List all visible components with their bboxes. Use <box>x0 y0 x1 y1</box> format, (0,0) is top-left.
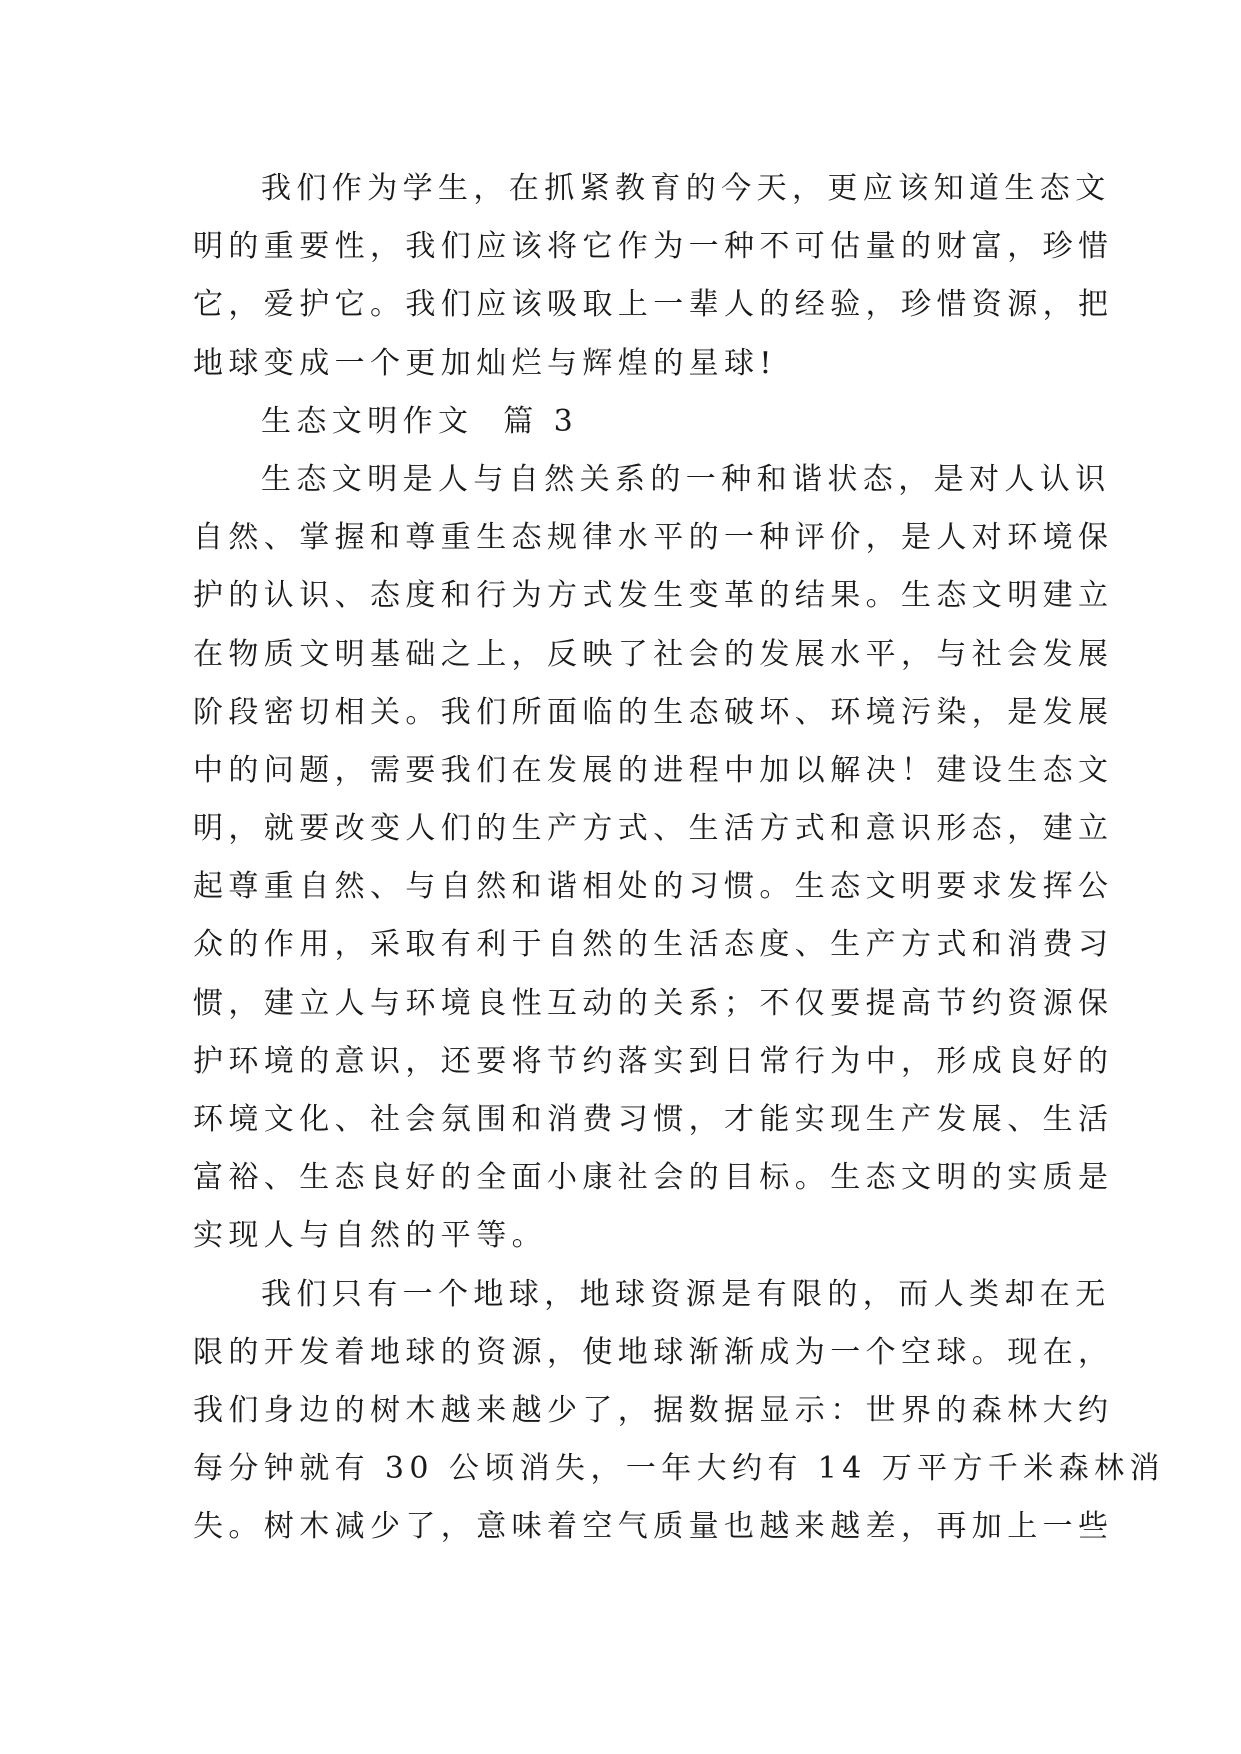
paragraph-line: 每分钟就有 30 公顷消失，一年大约有 14 万平方千米森林消 <box>193 1451 1165 1487</box>
paragraph-line: 地球变成一个更加灿烂与辉煌的星球! <box>193 345 777 381</box>
paragraph-line: 生态文明是人与自然关系的一种和谐状态，是对人认识 <box>261 461 1111 497</box>
paragraph-line: 中的问题，需要我们在发展的进程中加以解决！建设生态文 <box>193 752 1114 788</box>
document-body <box>193 160 1165 1557</box>
paragraph-line: 我们作为学生，在抓紧教育的今天，更应该知道生态文 <box>261 171 1111 206</box>
paragraph-line: 限的开发着地球的资源，使地球渐渐成为一个空球。现在， <box>193 1334 1114 1370</box>
paragraph-line: 惯，建立人与环境良性互动的关系；不仅要提高节约资源保 <box>193 985 1114 1021</box>
paragraph-line: 实现人与自然的平等。 <box>193 1218 547 1254</box>
paragraph-line: 环境文化、社会氛围和消费习惯，才能实现生产发展、生活 <box>193 1102 1114 1137</box>
paragraph-line: 护的认识、态度和行为方式发生变革的结果。生态文明建立 <box>193 578 1114 614</box>
section-heading: 生态文明作文 篇 3 <box>261 403 579 439</box>
paragraph-line: 它，爱护它。我们应该吸取上一辈人的经验，珍惜资源，把 <box>193 287 1114 323</box>
paragraph-line: 自然、掌握和尊重生态规律水平的一种评价，是人对环境保 <box>193 520 1114 556</box>
paragraph-line: 明，就要改变人们的生产方式、生活方式和意识形态，建立 <box>193 811 1114 847</box>
paragraph-line: 起尊重自然、与自然和谐相处的习惯。生态文明要求发挥公 <box>193 869 1114 905</box>
paragraph-line: 在物质文明基础之上，反映了社会的发展水平，与社会发展 <box>193 636 1114 672</box>
paragraph-line: 众的作用，采取有利于自然的生活态度、生产方式和消费习 <box>193 927 1114 963</box>
paragraph-line: 护环境的意识，还要将节约落实到日常行为中，形成良好的 <box>193 1043 1114 1079</box>
paragraph-line: 明的重要性，我们应该将它作为一种不可估量的财富，珍惜 <box>193 229 1114 265</box>
paragraph-line: 我们只有一个地球，地球资源是有限的，而人类却在无 <box>261 1276 1111 1312</box>
paragraph-line: 阶段密切相关。我们所面临的生态破坏、环境污染，是发展 <box>193 694 1114 730</box>
paragraph-line: 失。树木减少了，意味着空气质量也越来越差，再加上一些 <box>193 1509 1114 1545</box>
paragraph-line: 我们身边的树木越来越少了，据数据显示：世界的森林大约 <box>193 1392 1114 1428</box>
paragraph-line: 富裕、生态良好的全面小康社会的目标。生态文明的实质是 <box>193 1160 1114 1196</box>
